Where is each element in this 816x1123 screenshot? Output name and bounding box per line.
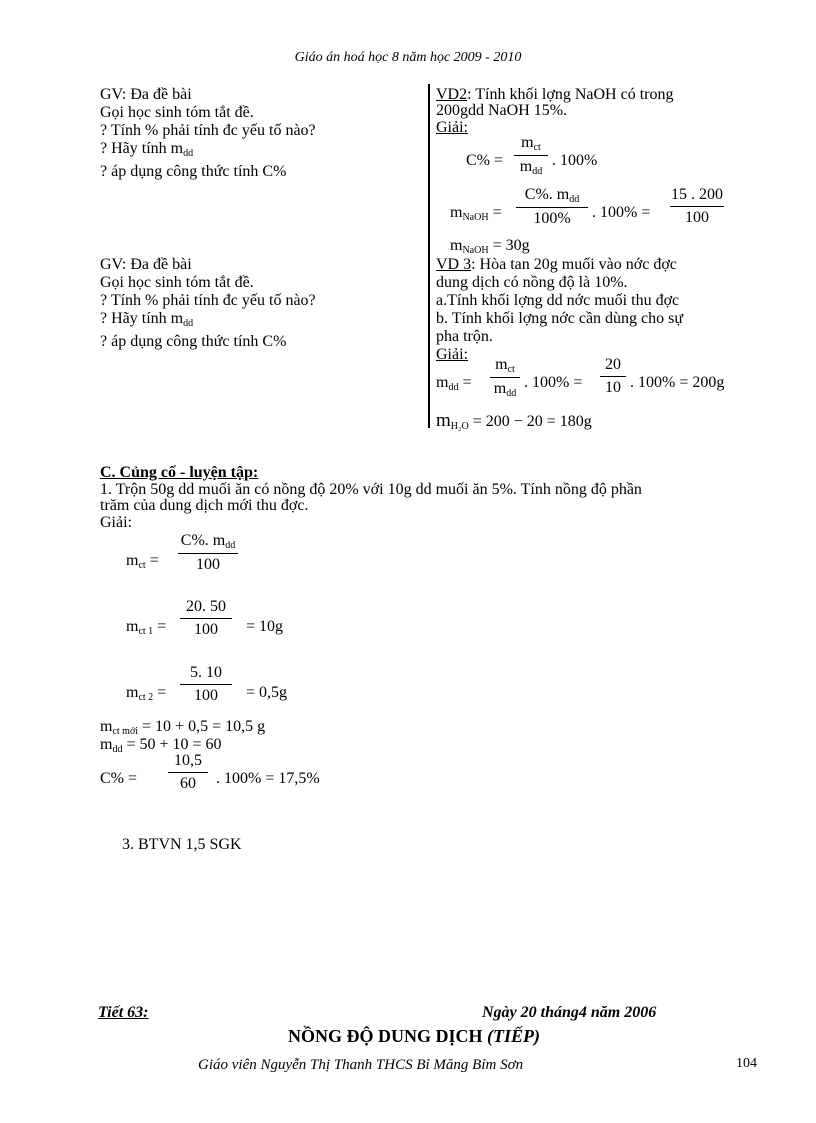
fraction-5x10: 5. 10 100 <box>180 664 232 705</box>
fraction-c-mdd: C%. $m_{dd}$ 100 <box>178 532 238 574</box>
left-block-2 <box>100 256 316 351</box>
eq2-mid: . 100% = <box>524 374 583 391</box>
mct2-eq: $m_{ct 2}$ = <box>126 684 167 703</box>
r4: . 100% = 17,5% <box>216 770 320 787</box>
left-line: ? Tính % phải tính đc yếu tố nào? <box>100 122 316 139</box>
left-line: ? Hãy tính $m_{dd}$ <box>100 140 194 159</box>
times-100: . 100% <box>552 152 598 169</box>
fraction-10-5-60: 10,5 60 <box>168 752 208 793</box>
left-line: ? áp dụng công thức tính C% <box>100 163 287 180</box>
mct-moi-line: $m_{ct mới} = 10 + 0,5 = 10,5$ g <box>100 718 266 737</box>
mdd-line: $m_{dd} = 50 + 10 = 60$ <box>100 736 222 755</box>
fraction-mct-mdd: $m_{ct}$ $m_{dd}$ <box>514 134 548 177</box>
tiet-label: Tiết 63: <box>98 1004 149 1021</box>
naoh-result: $m_{NaOH} = 30g$ <box>450 237 530 256</box>
fraction-15x200: 15 . 200 100 <box>671 186 723 226</box>
fraction-20x50: 20. 50 100 <box>180 598 232 639</box>
left-line: ? Hãy tính $m_{dd}$ <box>100 310 194 329</box>
page-header: Giáo án hoá học 8 năm học 2009 - 2010 <box>294 50 522 65</box>
mct1-eq: $m_{ct 1}$ = <box>126 618 167 637</box>
vd2-heading: VD2: Tính khối lợng NaOH có trong <box>436 86 674 103</box>
vd2-line2: 200gdd NaOH 15%. <box>436 102 568 119</box>
r3: = 0,5g <box>246 684 288 701</box>
eq2-end: . 100% = 200g <box>630 374 725 391</box>
left-block-1 <box>100 86 316 181</box>
q1-line1: 1. Trộn 50g dd muối ăn có nồng độ 20% với 10g dd muối ăn 5%. Tính nồng độ phần <box>100 481 642 498</box>
q1-line2: trăm của dung dịch mới thu đợc. <box>100 497 309 514</box>
column-divider <box>428 84 430 428</box>
left-line: ? áp dụng công thức tính C% <box>100 333 287 350</box>
left-line: GV: Đa đề bài <box>100 256 192 273</box>
btvn: 3. BTVN 1,5 SGK <box>122 836 242 853</box>
date: Ngày 20 tháng4 năm 2006 <box>482 1004 657 1021</box>
mdd-eq: $m_{dd}$ = <box>436 374 472 393</box>
eq-mid: . 100% = <box>592 204 651 221</box>
giai-c: Giải: <box>100 514 132 531</box>
c-pct-c: C% = <box>100 770 138 787</box>
fraction-cpct-mdd: C%. $m_{dd}$ 100% <box>516 186 588 228</box>
fraction-20-10: 20 10 <box>600 356 626 397</box>
footer: Giáo viên Nguyễn Thị Thanh THCS Bỉ Măng Bỉm Sơn <box>198 1057 524 1073</box>
c-pct-label: C% = <box>466 152 504 169</box>
mct-eq: $m_{ct}$ = <box>126 552 159 571</box>
fraction-mct-mdd-2: $m_{ct}$ $m_{dd}$ <box>490 356 520 399</box>
r2: = 10g <box>246 618 284 635</box>
section-c-title: C. Củng cố - luyện tập: <box>100 464 259 481</box>
left-line: GV: Đa đề bài <box>100 86 192 103</box>
left-line: Gọi học sinh tóm tắt đề. <box>100 104 254 121</box>
left-line: ? Tính % phải tính đc yếu tố nào? <box>100 292 316 309</box>
lesson-title: NỒNG ĐỘ DUNG DỊCH (TIẾP) <box>288 1026 541 1046</box>
vd3-block: VD 3: Hòa tan 20g muối vào nớc đợc dung dịch có nồng độ là 10%. a.Tính khối lợng dd nớc muối thu đợc b. Tính khối lợng nớc cần dùng cho sự pha trộn. Giải: <box>436 256 684 363</box>
left-line: Gọi học sinh tóm tắt đề. <box>100 274 254 291</box>
giai-label: Giải: <box>436 119 468 136</box>
mnaoh-eq: $m_{NaOH}$ = <box>450 204 502 223</box>
page-number: 104 <box>736 1056 757 1071</box>
mh2o-line: $m_{H_2O} = 200 - 20 = 180g$ <box>436 410 592 432</box>
